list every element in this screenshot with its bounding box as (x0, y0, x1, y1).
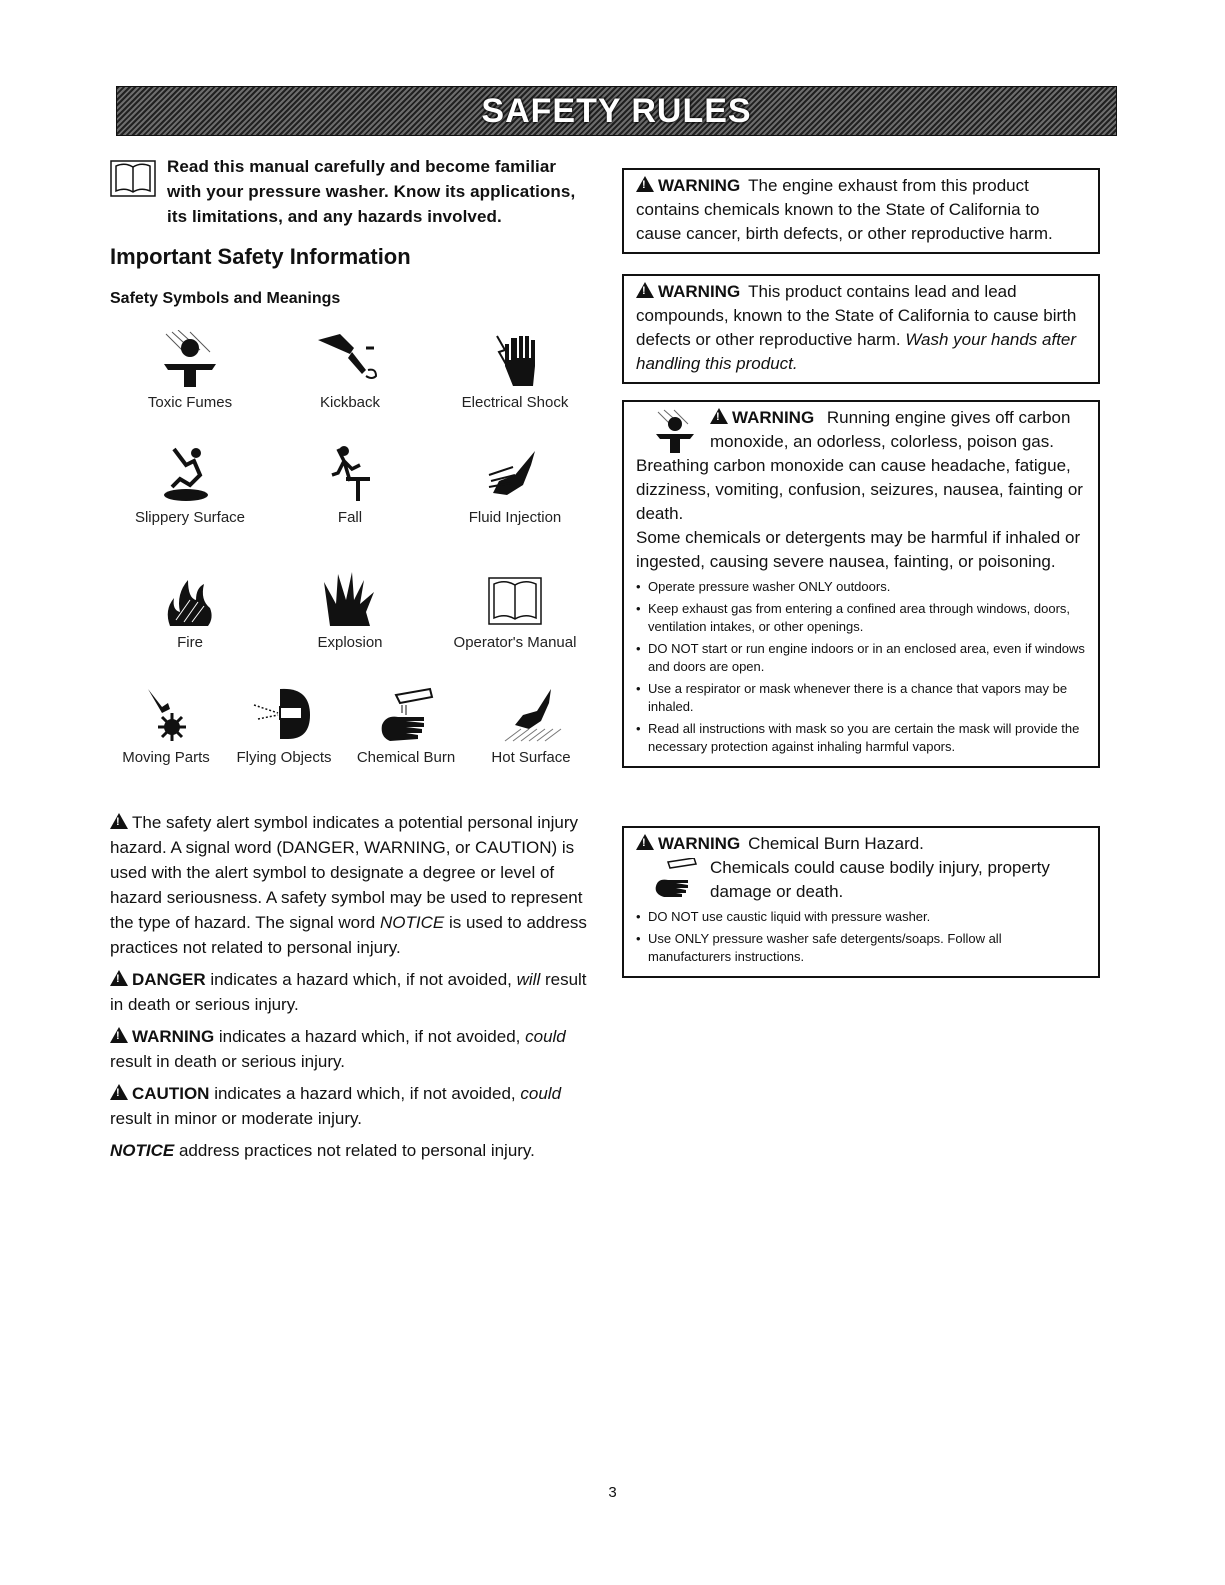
safety-alert-icon (110, 970, 128, 986)
symbol-explosion (280, 570, 420, 651)
symbol-fire (120, 570, 260, 651)
symbol-kickback (280, 330, 420, 411)
safety-alert-icon (710, 408, 728, 424)
toxic-fumes-icon (150, 330, 230, 388)
title-banner (116, 86, 1117, 136)
warning-box-exhaust (622, 168, 1100, 254)
symbol-label: Electrical Shock (461, 394, 569, 411)
list-item: • DO NOT use caustic liquid with pressure washer. (636, 908, 1088, 926)
slippery-surface-icon (150, 445, 230, 503)
safety-alert-icon (110, 1027, 128, 1043)
warning-label: WARNING (732, 408, 815, 427)
symbol-moving-parts (110, 685, 222, 766)
list-item: • Use ONLY pressure washer safe detergents/soaps. Follow all manufacturers instructions. (636, 930, 1088, 966)
warning-text: Running engine gives off carbon monoxide, an odorless, colorless, poison gas. Breathing carbon monoxide can cause headache, fatigue, dizziness, vomiting, confusion, seizures, nausea, fainting or death. (636, 408, 1083, 523)
left-column (110, 150, 590, 1160)
caution-text-end: result in minor or moderate injury. (110, 1109, 362, 1128)
symbol-label: Fluid Injection (468, 509, 562, 526)
notice-definition (110, 1138, 590, 1163)
caution-text: indicates a hazard which, if not avoided, (214, 1084, 516, 1103)
symbol-toxic-fumes (120, 330, 260, 411)
danger-text: indicates a hazard which, if not avoided, (210, 970, 512, 989)
symbol-label: Fire (177, 634, 203, 651)
danger-text-end: result in death or serious injury. (110, 970, 587, 1014)
signal-word-explanations (110, 810, 590, 1170)
warning-text: indicates a hazard which, if not avoided, (218, 1027, 521, 1046)
symbol-flying-objects (228, 685, 340, 766)
flying-objects-icon (244, 685, 324, 743)
intro-line-1: Read this manual carefully and become familiar (167, 157, 557, 176)
co-precautions-list (636, 578, 1088, 756)
symbol-slippery-surface (110, 445, 270, 526)
list-item: • Operate pressure washer ONLY outdoors. (636, 578, 1088, 596)
symbol-label: Chemical Burn (356, 749, 456, 766)
symbol-label: Slippery Surface (134, 509, 246, 526)
symbol-operators-manual (440, 570, 590, 651)
safety-alert-icon (636, 176, 654, 192)
symbol-label: Moving Parts (122, 749, 210, 766)
warning-definition (110, 1024, 590, 1074)
intro-line-3: its limitations, and any hazards involved. (167, 207, 502, 226)
list-item: • Use a respirator or mask whenever there is a chance that vapors may be inhaled. (636, 680, 1088, 716)
warning-text-chemicals: Some chemicals or detergents may be harmful if inhaled or ingested, causing severe nausea, fainting, or poisoning. (636, 528, 1081, 571)
list-item: • Read all instructions with mask so you are certain the mask will provide the necessary protection against inhaling harmful vapors. (636, 720, 1088, 756)
warning-label: WARNING (658, 282, 741, 301)
electrical-shock-icon (475, 330, 555, 388)
warning-box-chemical-burn (622, 826, 1100, 978)
symbol-label: Explosion (317, 634, 383, 651)
kickback-icon (310, 330, 390, 388)
toxic-fumes-icon (650, 408, 700, 454)
danger-word: DANGER (132, 970, 206, 989)
symbol-fall (280, 445, 420, 526)
warning-italic-text: Wash your hands after handling this product. (636, 330, 1077, 373)
fire-icon (150, 570, 230, 628)
chemical-burn-icon (366, 685, 446, 743)
symbol-hot-surface (472, 685, 590, 766)
moving-parts-icon (126, 685, 206, 743)
safety-alert-icon (110, 813, 128, 829)
warning-text: Chemicals could cause bodily injury, property damage or death. (710, 858, 1050, 901)
notice-label: NOTICE (110, 1141, 175, 1160)
warning-text-end: result in death or serious injury. (110, 1052, 345, 1071)
symbol-fluid-injection (440, 445, 590, 526)
symbol-label: Operator's Manual (453, 634, 577, 651)
page-number: 3 (608, 1484, 617, 1501)
caution-word: CAUTION (132, 1084, 210, 1103)
fall-icon (310, 445, 390, 503)
warning-label: WARNING (658, 834, 741, 853)
notice-text: address practices not related to personal injury. (178, 1141, 535, 1160)
alert-symbol-paragraph (110, 810, 590, 960)
safety-symbols-grid (110, 330, 590, 790)
explosion-icon (310, 570, 390, 628)
warning-text: The engine exhaust from this product contains chemicals known to the State of California to cause cancer, birth defects, or other reproductive harm. (636, 176, 1053, 243)
symbol-electrical-shock (440, 330, 590, 411)
safety-alert-icon (636, 834, 654, 850)
danger-italic: will (516, 970, 541, 989)
warning-box-carbon-monoxide (622, 400, 1100, 768)
symbol-label: Toxic Fumes (147, 394, 233, 411)
symbol-label: Kickback (319, 394, 381, 411)
operators-manual-icon (475, 570, 555, 628)
list-item: • Keep exhaust gas from entering a confined area through windows, doors, ventilation intakes, or other openings. (636, 600, 1088, 636)
important-safety-heading: Important Safety Information (110, 244, 411, 269)
caution-definition (110, 1081, 590, 1131)
symbol-label: Fall (337, 509, 363, 526)
alert-text: The safety alert symbol indicates a potential personal injury hazard. A signal word (DANGER, WARNING, or CAUTION) is used with the alert symbol to designate a degree or level of hazard seriousness. A safety symbol may be used to represent the type of hazard. The signal word (110, 813, 583, 932)
operators-manual-icon (110, 158, 156, 198)
notice-word: NOTICE (379, 913, 445, 932)
chemical-precautions-list (636, 908, 1088, 966)
safety-symbols-heading: Safety Symbols and Meanings (110, 290, 341, 307)
alert-text-end: is used to address practices not related to personal injury. (110, 913, 587, 957)
warning-box-lead (622, 274, 1100, 384)
warning-word: WARNING (132, 1027, 215, 1046)
list-item: • DO NOT start or run engine indoors or in an enclosed area, even if windows and doors are open. (636, 640, 1088, 676)
intro-line-2: with your pressure washer. Know its applications, (167, 182, 576, 201)
hot-surface-icon (491, 685, 571, 743)
warning-text: This product contains lead and lead compounds, known to the State of California to cause birth defects or other reproductive harm. (636, 282, 1077, 349)
warning-label: WARNING (658, 176, 741, 195)
warning-italic: could (525, 1027, 566, 1046)
symbol-label: Hot Surface (491, 749, 571, 766)
caution-italic: could (520, 1084, 562, 1103)
danger-definition (110, 967, 590, 1017)
symbol-chemical-burn (346, 685, 466, 766)
page-title: SAFETY RULES (481, 92, 752, 130)
warning-title: Chemical Burn Hazard. (748, 834, 924, 853)
symbol-label: Flying Objects (236, 749, 332, 766)
safety-alert-icon (636, 282, 654, 298)
safety-alert-icon (110, 1084, 128, 1100)
fluid-injection-icon (475, 445, 555, 503)
intro-note (110, 150, 590, 230)
chemical-burn-icon (650, 858, 700, 898)
